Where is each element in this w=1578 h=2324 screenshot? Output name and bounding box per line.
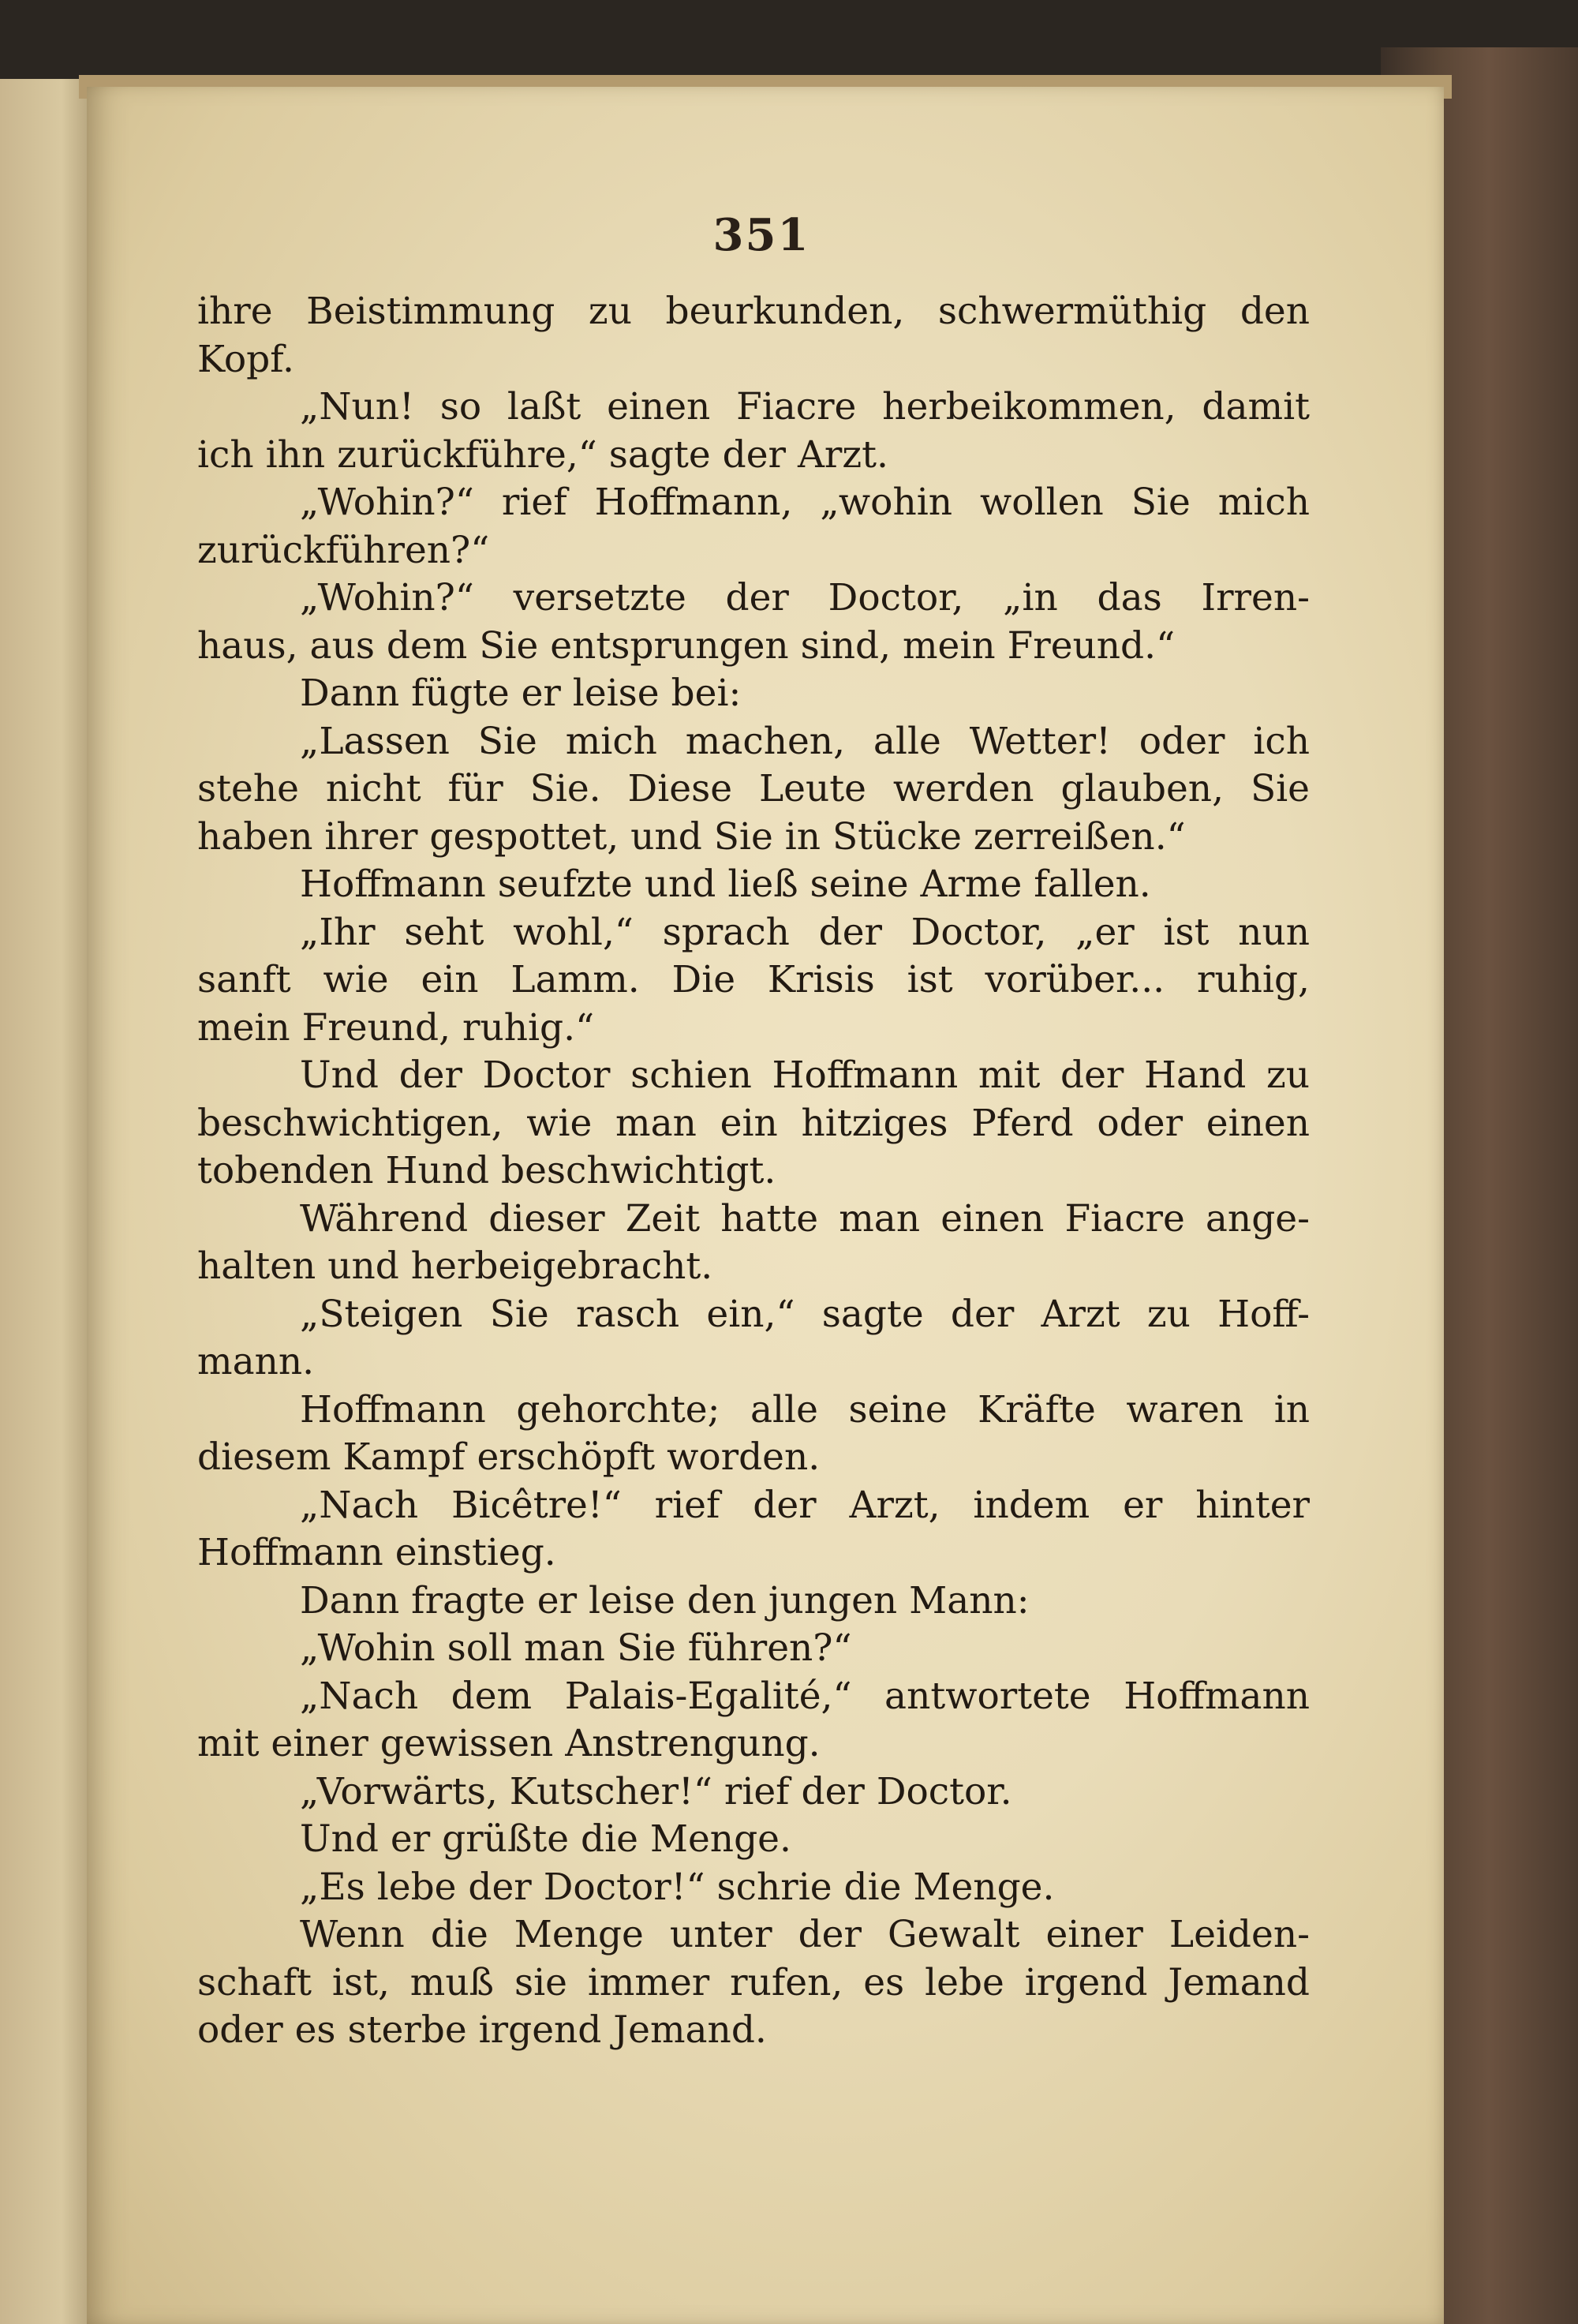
text-line: mein Freund, ruhig.“: [197, 1005, 595, 1050]
text-line: Und er grüßte die Menge.: [300, 1817, 791, 1861]
text-line: oder es sterbe irgend Jemand.: [197, 2008, 767, 2052]
text-line: Hoffmann seufzte und ließ seine Arme fallen.: [300, 863, 1151, 906]
page-number: 351: [712, 209, 810, 261]
text-line: zurückführen?“: [197, 528, 490, 572]
text-line: Hoffmann gehorchte; alle seine Kräfte waren in: [300, 1387, 1310, 1431]
body-text: [197, 288, 1310, 2055]
text-line: „Wohin?“ versetzte der Doctor, „in das Irren-: [300, 576, 1310, 619]
text-line: beschwichtigen, wie man ein hitziges Pferd oder einen: [197, 1101, 1310, 1145]
text-line: „Es lebe der Doctor!“ schrie die Menge.: [300, 1865, 1055, 1909]
text-line: tobenden Hund beschwichtigt.: [197, 1149, 776, 1192]
text-line: ich ihn zurückführe,“ sagte der Arzt.: [197, 432, 888, 477]
text-line: „Nach Bicêtre!“ rief der Arzt, indem er hinter: [300, 1483, 1310, 1527]
text-line: Kopf.: [197, 337, 294, 381]
text-line: mit einer gewissen Anstrengung.: [197, 1722, 821, 1765]
text-line: ihre Beistimmung zu beurkunden, schwermüthig den: [197, 290, 1310, 333]
text-line: diesem Kampf erschöpft worden.: [197, 1435, 821, 1479]
text-line: haus, aus dem Sie entsprungen sind, mein Freund.“: [197, 623, 1176, 668]
text-line: „Nach dem Palais-Egalité,“ antwortete Hoffmann: [300, 1674, 1310, 1718]
text-line: halten und herbeigebracht.: [197, 1244, 713, 1288]
text-line: mann.: [197, 1340, 315, 1383]
text-line: „Wohin soll man Sie führen?“: [300, 1626, 852, 1670]
text-line: schaft ist, muß sie immer rufen, es lebe irgend Jemand: [197, 1960, 1310, 2004]
text-line: „Lassen Sie mich machen, alle Wetter! oder ich: [300, 719, 1310, 763]
text-line: Und der Doctor schien Hoffmann mit der Hand zu: [300, 1053, 1310, 1097]
text-line: Während dieser Zeit hatte man einen Fiacre ange-: [300, 1196, 1310, 1241]
text-line: Dann fragte er leise den jungen Mann:: [300, 1578, 1030, 1622]
text-line: „Vorwärts, Kutscher!“ rief der Doctor.: [300, 1769, 1012, 1813]
text-line: „Ihr seht wohl,“ sprach der Doctor, „er ist nun: [300, 910, 1310, 954]
text-line: stehe nicht für Sie. Diese Leute werden glauben, Sie: [197, 767, 1310, 810]
text-line: Dann fügte er leise bei:: [300, 672, 742, 715]
text-line: haben ihrer gespottet, und Sie in Stücke zerreißen.“: [197, 814, 1186, 859]
text-line: „Nun! so laßt einen Fiacre herbeikommen, damit: [300, 385, 1310, 428]
text-line: sanft wie ein Lamm. Die Krisis ist vorüber... ruhig,: [197, 958, 1310, 1001]
text-line: „Wohin?“ rief Hoffmann, „wohin wollen Sie mich: [300, 481, 1310, 524]
text-line: Hoffmann einstieg.: [197, 1531, 556, 1574]
text-line: „Steigen Sie rasch ein,“ sagte der Arzt zu Hoff-: [300, 1292, 1310, 1336]
text-line: Wenn die Menge unter der Gewalt einer Leiden-: [300, 1913, 1310, 1956]
